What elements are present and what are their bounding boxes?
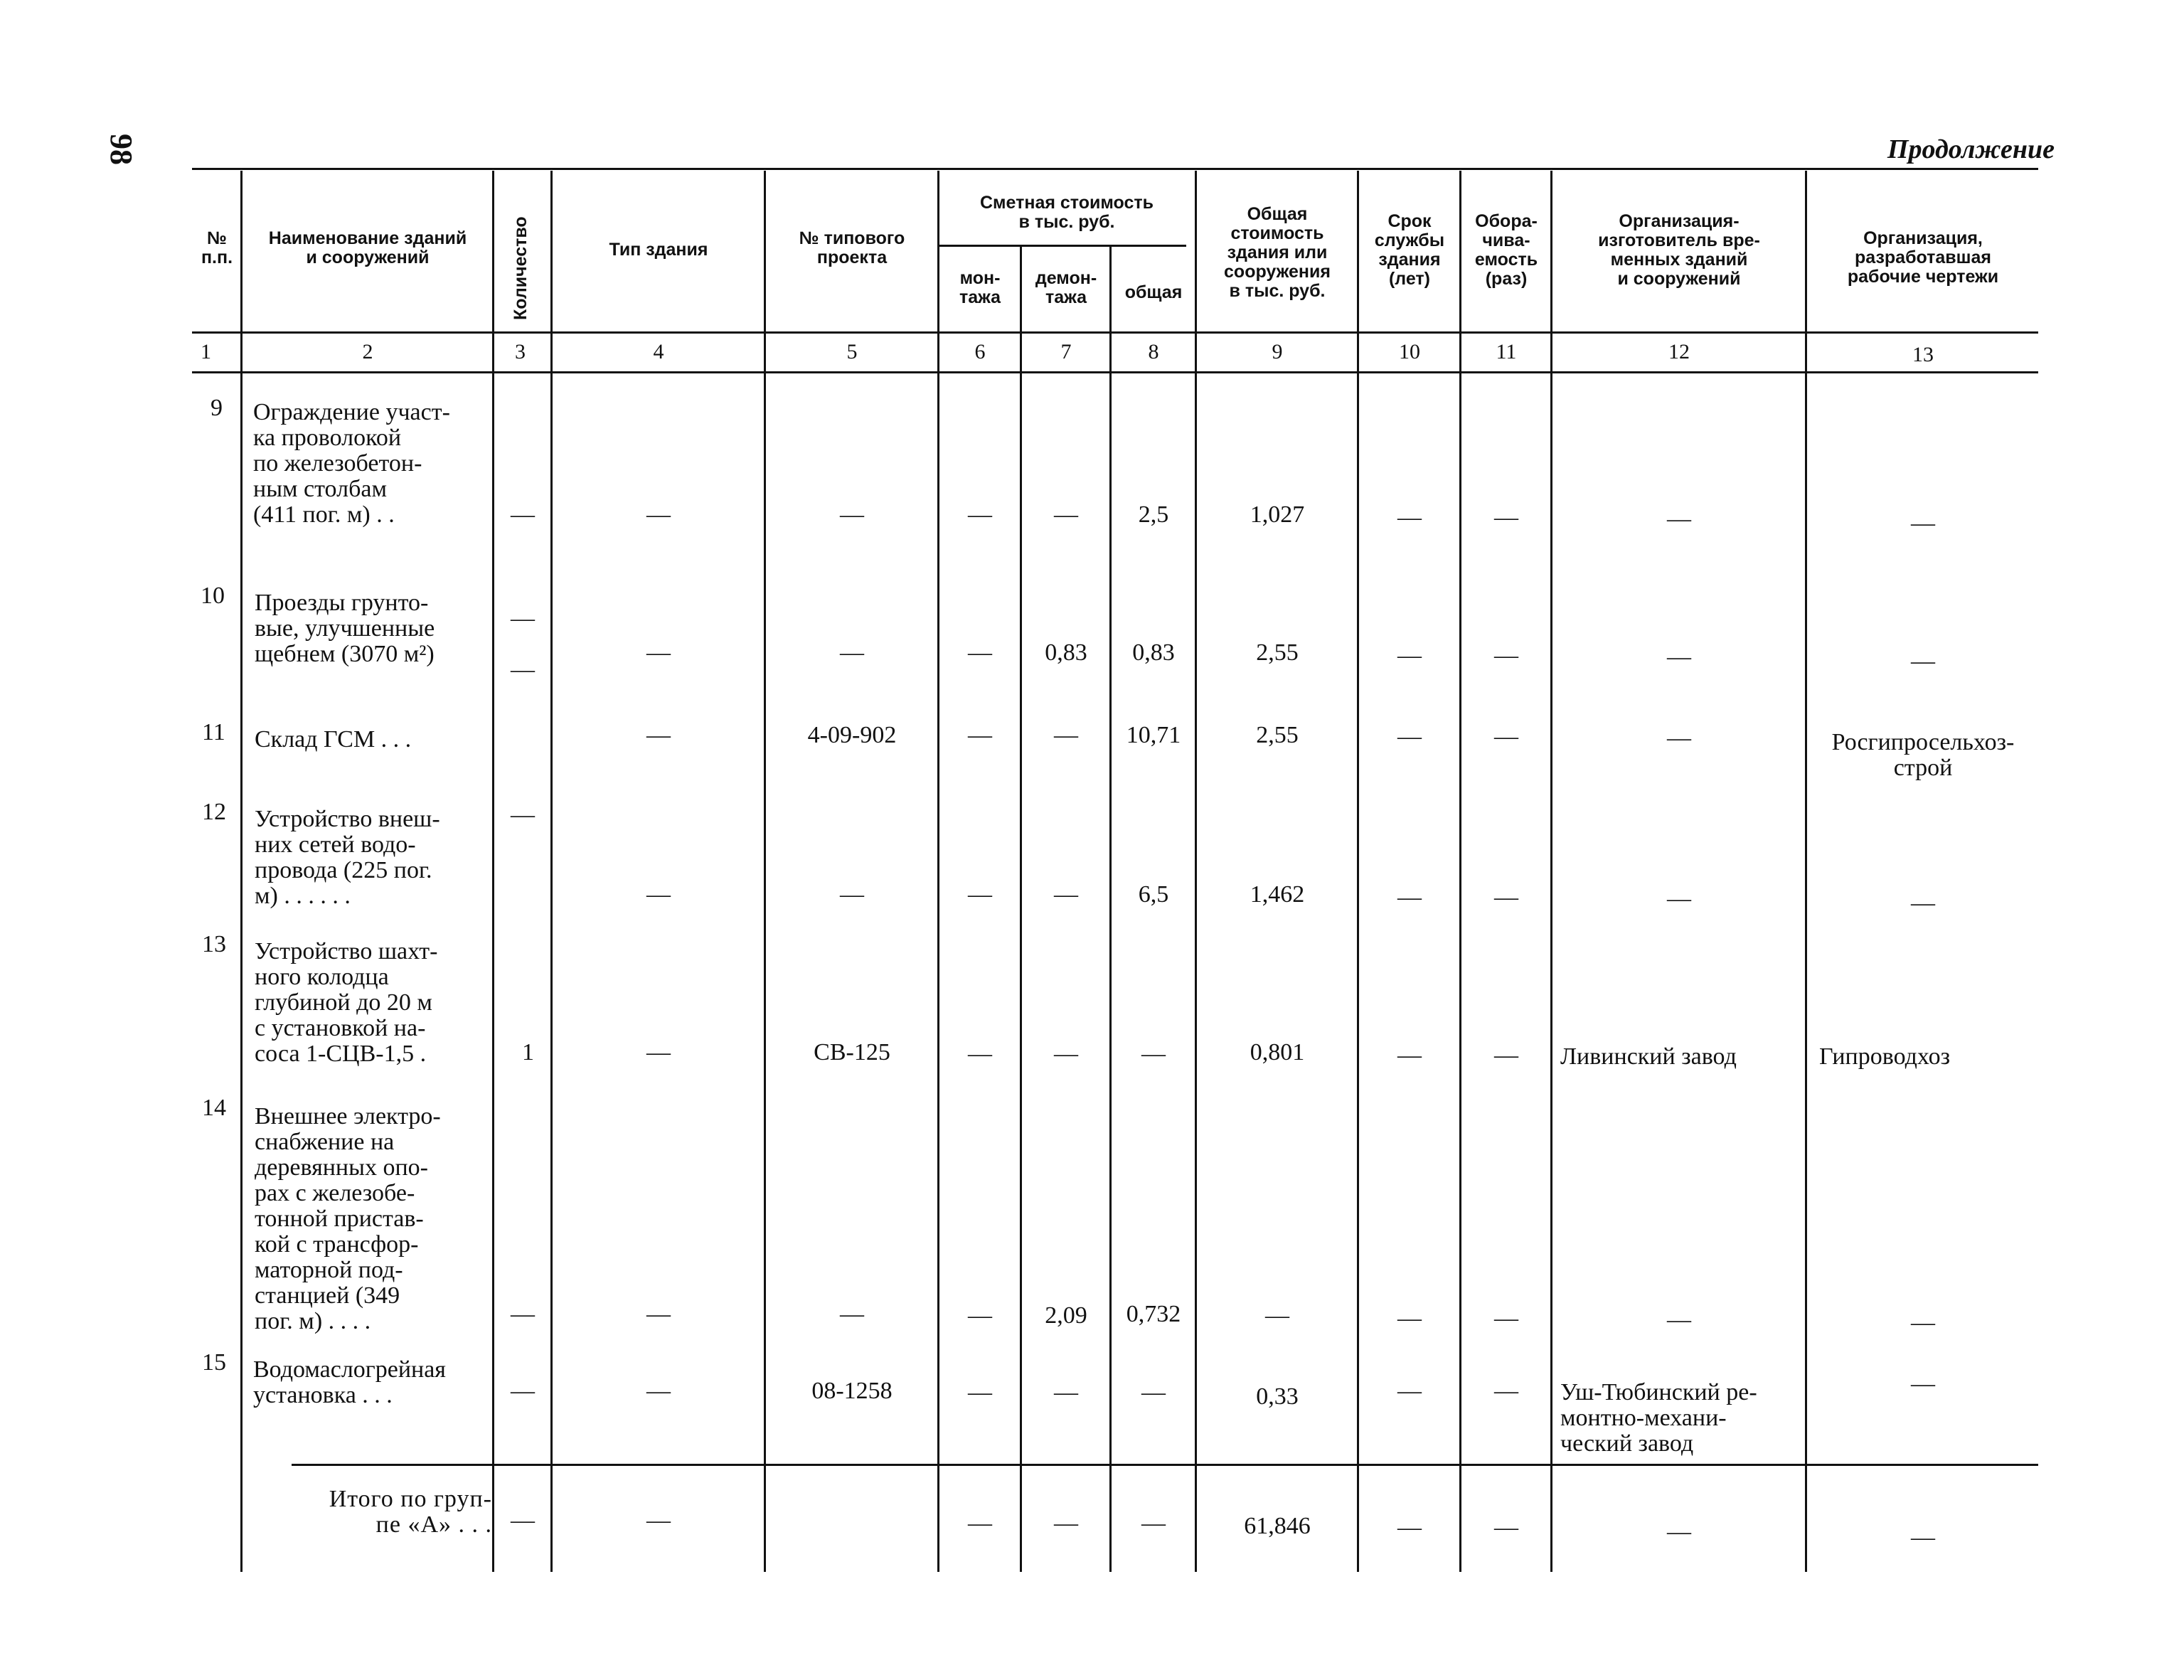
col-divider xyxy=(1550,171,1552,1572)
row-turnover: — xyxy=(1494,1305,1518,1331)
row-total-cost: 10,71 xyxy=(1126,722,1181,748)
row-overall-cost: — xyxy=(1265,1302,1289,1329)
row-design-org: Гипроводхоз xyxy=(1819,1043,1951,1070)
col-divider xyxy=(764,171,766,1572)
row-dismantling: — xyxy=(1054,881,1078,908)
row-quantity: — xyxy=(511,501,535,528)
table-top-rule xyxy=(192,168,2038,170)
total-design-org: — xyxy=(1911,1524,1935,1551)
row-manufacturer: Ливинский завод xyxy=(1560,1043,1737,1070)
row-project-number: СВ-125 xyxy=(814,1039,890,1065)
column-number: 3 xyxy=(515,340,526,363)
row-manufacturer: Уш-Тюбинский ре- монтно-механи- ческий завод xyxy=(1560,1379,1757,1457)
row-installation: — xyxy=(968,1302,992,1329)
row-design-org: — xyxy=(1911,1371,1935,1397)
row-total-cost: — xyxy=(1141,1379,1166,1405)
row-overall-cost: 0,33 xyxy=(1256,1383,1299,1410)
row-total-cost: 0,732 xyxy=(1126,1301,1181,1327)
row-manufacturer: — xyxy=(1667,725,1691,751)
row-design-org: — xyxy=(1911,648,1935,674)
col-divider xyxy=(1459,171,1461,1572)
row-service-life: — xyxy=(1397,504,1422,531)
cost-group-rule xyxy=(937,245,1186,247)
column-number: 1 xyxy=(201,340,211,363)
row-quantity: — — xyxy=(511,605,535,683)
col-divider xyxy=(550,171,553,1572)
header-building-type: Тип здания xyxy=(609,240,708,260)
row-design-org: — xyxy=(1911,890,1935,916)
header-row-number: № п.п. xyxy=(201,228,233,267)
col-divider xyxy=(1357,171,1359,1572)
column-number: 4 xyxy=(653,340,664,363)
row-number: 9 xyxy=(211,395,223,421)
page-number: 98 xyxy=(104,134,139,165)
col-divider xyxy=(1195,171,1197,1572)
row-service-life: — xyxy=(1397,1305,1422,1331)
row-project-number: — xyxy=(840,1301,864,1327)
column-number: 12 xyxy=(1668,340,1690,363)
row-dismantling: 2,09 xyxy=(1045,1302,1087,1329)
row-design-org: — xyxy=(1911,510,1935,536)
row-total-cost: 6,5 xyxy=(1138,881,1169,908)
row-turnover: — xyxy=(1494,504,1518,531)
row-dismantling: 0,83 xyxy=(1045,639,1087,666)
col-divider xyxy=(1020,245,1022,1572)
row-building-type: — xyxy=(646,501,671,528)
total-quantity: — xyxy=(511,1507,535,1533)
row-service-life: — xyxy=(1397,1042,1422,1068)
header-project-number: № типового проекта xyxy=(799,228,905,267)
row-dismantling: — xyxy=(1054,1379,1078,1405)
row-service-life: — xyxy=(1397,642,1422,669)
total-installation: — xyxy=(968,1510,992,1536)
row-service-life: — xyxy=(1397,723,1422,750)
col-divider xyxy=(937,171,939,1572)
row-overall-cost: 0,801 xyxy=(1250,1039,1305,1065)
row-name: Устройство внеш- них сетей водо- провода (225 пог. м) . . . . . . xyxy=(255,806,440,909)
row-service-life: — xyxy=(1397,884,1422,910)
col-divider xyxy=(1805,171,1807,1572)
row-installation: — xyxy=(968,501,992,528)
row-manufacturer: — xyxy=(1667,506,1691,532)
total-manufacturer: — xyxy=(1667,1519,1691,1545)
row-turnover: — xyxy=(1494,642,1518,669)
row-building-type: — xyxy=(646,1039,671,1065)
row-installation: — xyxy=(968,639,992,666)
header-service-life: Срок службы здания (лет) xyxy=(1374,211,1445,289)
number-row-rule xyxy=(192,371,2038,373)
row-turnover: — xyxy=(1494,1042,1518,1068)
row-name: Проезды грунто- вые, улучшенные щебнем (3070 м²) xyxy=(255,590,435,667)
total-overall-cost: 61,846 xyxy=(1244,1513,1311,1539)
total-dismantling: — xyxy=(1054,1510,1078,1536)
total-service-life: — xyxy=(1397,1514,1422,1541)
column-number: 13 xyxy=(1912,343,1934,366)
row-quantity: — xyxy=(511,1378,535,1404)
header-manufacturer: Организация- изготовитель вре- менных зданий и сооружений xyxy=(1598,211,1760,289)
row-quantity: — xyxy=(511,1301,535,1327)
total-top-rule xyxy=(292,1464,2038,1466)
row-turnover: — xyxy=(1494,723,1518,750)
header-total-cost: общая xyxy=(1124,282,1183,302)
row-dismantling: — xyxy=(1054,1041,1078,1067)
row-project-number: — xyxy=(840,881,864,908)
column-number: 2 xyxy=(362,340,373,363)
row-turnover: — xyxy=(1494,1378,1518,1404)
header-dismantling: демон- тажа xyxy=(1035,268,1097,307)
row-number: 15 xyxy=(202,1349,226,1376)
row-overall-cost: 2,55 xyxy=(1256,722,1299,748)
row-number: 11 xyxy=(202,719,225,745)
row-number: 14 xyxy=(202,1095,226,1121)
column-number: 9 xyxy=(1272,340,1283,363)
continuation-label: Продолжение xyxy=(1887,134,2055,164)
row-manufacturer: — xyxy=(1667,644,1691,670)
col-divider xyxy=(492,171,494,1572)
row-name: Ограждение участ- ка проволокой по железобетон- ным столбам (411 пог. м) . . xyxy=(253,399,450,528)
row-design-org: — xyxy=(1911,1309,1935,1336)
row-number: 13 xyxy=(202,931,226,957)
row-dismantling: — xyxy=(1054,722,1078,748)
row-building-type: — xyxy=(646,1378,671,1404)
row-number: 12 xyxy=(202,799,226,825)
row-installation: — xyxy=(968,1041,992,1067)
column-number: 7 xyxy=(1060,340,1072,363)
row-manufacturer: — xyxy=(1667,1307,1691,1333)
row-installation: — xyxy=(968,1379,992,1405)
row-manufacturer: — xyxy=(1667,886,1691,912)
row-building-type: — xyxy=(646,639,671,666)
row-total-cost: 0,83 xyxy=(1132,639,1175,666)
row-project-number: 4-09-902 xyxy=(807,722,897,748)
row-overall-cost: 1,462 xyxy=(1250,881,1305,908)
row-project-number: — xyxy=(840,639,864,666)
row-installation: — xyxy=(968,881,992,908)
header-turnover: Обора- чива- емость (раз) xyxy=(1474,211,1538,289)
row-design-org: Росгипросельхоз- строй xyxy=(1831,729,2015,781)
col-divider xyxy=(240,171,243,1572)
header-estimated-cost: Сметная стоимость в тыс. руб. xyxy=(980,193,1154,232)
row-service-life: — xyxy=(1397,1378,1422,1404)
column-number: 5 xyxy=(846,340,858,363)
column-number: 11 xyxy=(1496,340,1517,363)
row-building-type: — xyxy=(646,722,671,748)
column-number: 6 xyxy=(974,340,986,363)
row-turnover: — xyxy=(1494,884,1518,910)
total-label: Итого по груп- пе «А» . . . xyxy=(329,1486,492,1538)
row-name: Внешнее электро- снабжение на деревянных опо- рах с железобе- тонной пристав​- кой с трансфор- маторной под- станцией (349 пог. м) . . . . xyxy=(255,1103,441,1334)
header-design-org: Организация, разработавшая рабочие чертежи xyxy=(1847,228,1999,287)
column-number: 10 xyxy=(1399,340,1420,363)
row-total-cost: 2,5 xyxy=(1138,501,1169,528)
row-overall-cost: 1,027 xyxy=(1250,501,1305,528)
total-building-type: — xyxy=(646,1507,671,1533)
row-quantity: 1 xyxy=(522,1039,534,1065)
row-installation: — xyxy=(968,722,992,748)
row-total-cost: — xyxy=(1141,1041,1166,1067)
row-quantity: — xyxy=(511,802,535,828)
header-name: Наименование зданий и сооружений xyxy=(268,228,467,267)
header-quantity: Количество xyxy=(511,216,531,320)
header-installation: мон- тажа xyxy=(959,268,1001,307)
row-number: 10 xyxy=(201,583,225,609)
column-number: 8 xyxy=(1148,340,1159,363)
row-building-type: — xyxy=(646,881,671,908)
col-divider xyxy=(1109,245,1112,1572)
row-project-number: 08-1258 xyxy=(811,1378,893,1404)
row-overall-cost: 2,55 xyxy=(1256,639,1299,666)
total-turnover: — xyxy=(1494,1514,1518,1541)
total-total-cost: — xyxy=(1141,1510,1166,1536)
row-name: Устройство шахт- ного колодца глубиной до 20 м с установкой на- соса 1-СЦВ-1,5 . xyxy=(255,938,438,1067)
row-name: Водомаслогрейная установка . . . xyxy=(253,1356,446,1408)
row-building-type: — xyxy=(646,1301,671,1327)
header-overall-cost: Общая стоимость здания или сооружения в тыс. руб. xyxy=(1224,204,1331,301)
row-project-number: — xyxy=(840,501,864,528)
header-bottom-rule xyxy=(192,331,2038,334)
row-name: Склад ГСМ . . . xyxy=(255,726,412,753)
row-dismantling: — xyxy=(1054,501,1078,528)
